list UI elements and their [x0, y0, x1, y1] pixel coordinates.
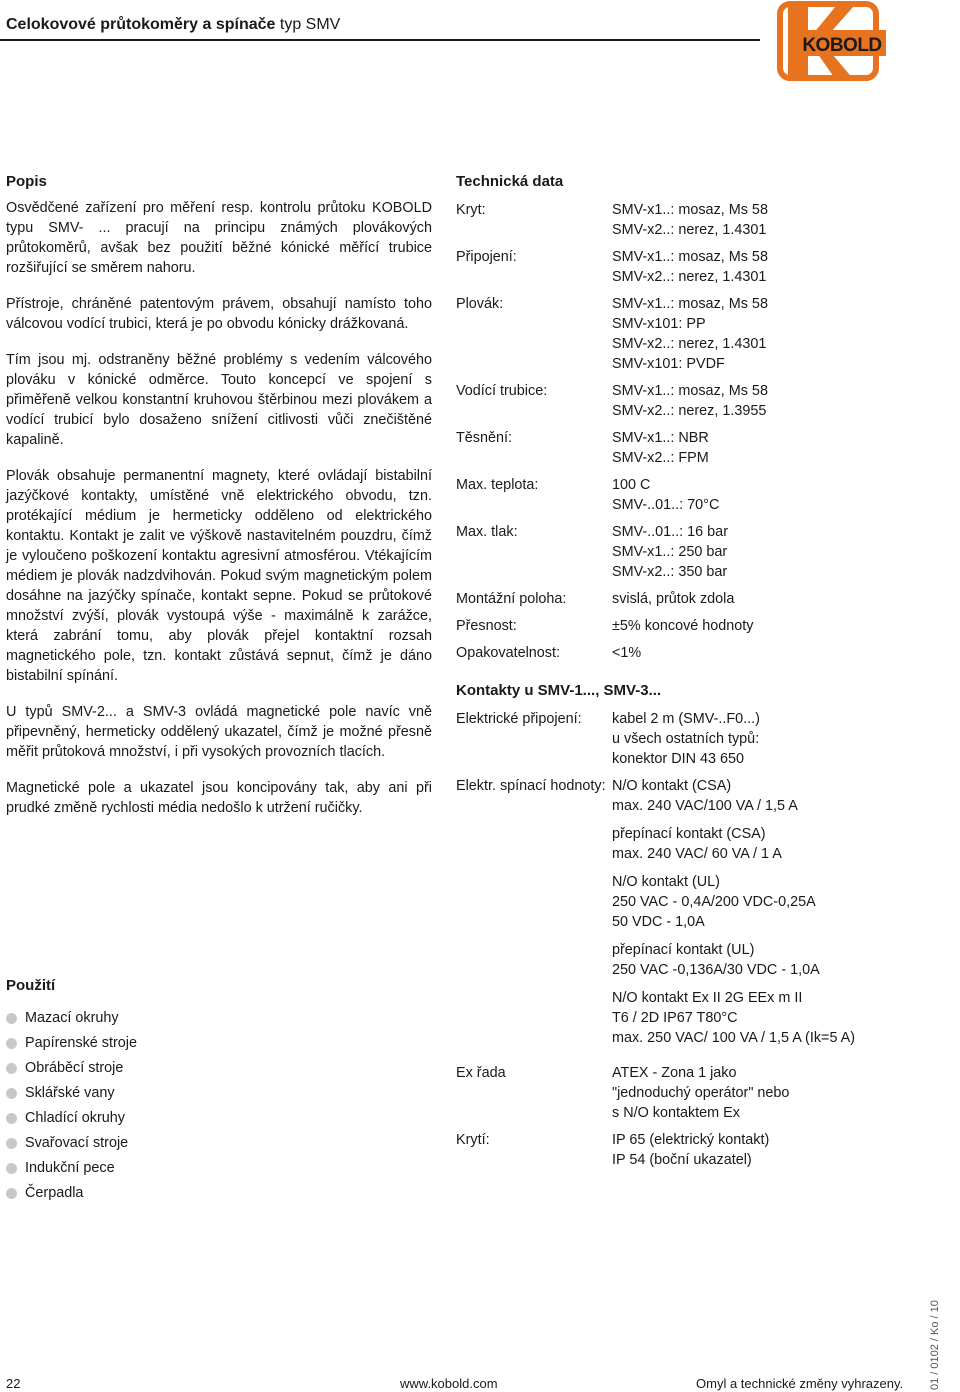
spec-value: u všech ostatních typů: [612, 731, 760, 747]
bullet-icon [6, 1163, 17, 1174]
spec-value: svislá, průtok zdola [612, 591, 735, 607]
spec-values [612, 1063, 896, 1123]
spec-table [456, 200, 896, 663]
spec-value: N/O kontakt (UL) [612, 874, 720, 890]
spec-values [612, 1130, 896, 1170]
spec-label: Kryt: [456, 202, 486, 218]
popis-section [6, 172, 432, 834]
list-item [6, 1081, 306, 1106]
spec-value: SMV-..01..: 70°C [612, 497, 720, 513]
spec-value: IP 54 (boční ukazatel) [612, 1152, 752, 1168]
spec-value: SMV-x2..: nerez, 1.3955 [612, 403, 767, 419]
popis-paragraph: Osvědčené zařízení pro měření resp. kontrolu průtoku KOBOLD typu SMV- ... pracují na principu známých plovákových průtokoměrů, avšak bez použití běžné kónické měřící trubice rozšiřující se směrem nahoru. [6, 200, 432, 276]
spec-value: max. 250 VAC/ 100 VA / 1,5 A (Ik=5 A) [612, 1030, 856, 1046]
spec-row [456, 709, 896, 769]
spec-label: Ex řada [456, 1065, 506, 1081]
footer-disclaimer: Omyl a technické změny vyhrazeny. [696, 1376, 904, 1391]
spec-value: SMV-x2..: nerez, 1.4301 [612, 336, 767, 352]
spec-value: SMV-x1..: mosaz, Ms 58 [612, 383, 768, 399]
spec-label: Opakovatelnost: [456, 645, 560, 661]
header-rule [0, 39, 760, 41]
spec-row [456, 1063, 896, 1123]
switching-value-group [612, 824, 896, 864]
spec-row [456, 776, 896, 1056]
list-item-label: Chladící okruhy [25, 1110, 125, 1126]
spec-row [456, 475, 896, 515]
spec-value: SMV-x101: PP [612, 316, 706, 332]
spec-label: Přesnost: [456, 618, 517, 634]
spec-value: SMV-x1..: 250 bar [612, 544, 728, 560]
switching-value-group [612, 988, 896, 1048]
spec-values [612, 381, 896, 421]
header-title-rest: typ SMV [275, 16, 341, 33]
spec-value: SMV-x1..: mosaz, Ms 58 [612, 202, 768, 218]
svg-text:KOBOLD: KOBOLD [802, 35, 882, 56]
spec-values [612, 200, 896, 240]
spec-label: Těsnění: [456, 430, 512, 446]
page-header-title [6, 14, 340, 36]
pouziti-list [6, 1006, 306, 1206]
spec-value: ±5% koncové hodnoty [612, 618, 754, 634]
page-number: 22 [6, 1376, 21, 1391]
popis-paragraph: Přístroje, chráněné patentovým právem, obsahují namísto toho válcovou vodící trubici, která je po obvodu kónicky drážkovaná. [6, 296, 432, 332]
spec-values [612, 475, 896, 515]
spec-value: SMV-x2..: 350 bar [612, 564, 728, 580]
popis-heading: Popis [6, 173, 47, 190]
list-item-label: Mazací okruhy [25, 1010, 119, 1026]
spec-label: Elektrické připojení: [456, 711, 582, 727]
spec-label: Vodící trubice: [456, 383, 548, 399]
spec-value: <1% [612, 645, 642, 661]
spec-values [612, 522, 896, 582]
spec-label: Max. teplota: [456, 477, 539, 493]
spec-value: kabel 2 m (SMV-..F0...) [612, 711, 760, 727]
switching-value-group [612, 940, 896, 980]
spec-values [612, 643, 896, 663]
header-title-bold: Celokovové průtokoměry a spínače [6, 16, 276, 33]
technicka-section [456, 172, 896, 1177]
spec-value: N/O kontakt Ex II 2G EEx m II [612, 990, 803, 1006]
bullet-icon [6, 1038, 17, 1049]
popis-paragraph: Magnetické pole a ukazatel jsou koncipovány tak, aby ani při prudké změně rychlosti média nedošlo k utržení ručičky. [6, 780, 432, 816]
spec-values [612, 428, 896, 468]
spec-row [456, 247, 896, 287]
bullet-icon [6, 1188, 17, 1199]
spec-value: SMV-x2..: FPM [612, 450, 709, 466]
list-item-label: Indukční pece [25, 1160, 115, 1176]
spec-value: přepínací kontakt (CSA) [612, 826, 766, 842]
kontakty-section [456, 681, 896, 1170]
popis-paragraph: Plovák obsahuje permanentní magnety, které ovládají bistabilní jazýčkové kontakty, umístěné vně elektrického obvodu, tzn. protékající médium je hermeticky odděleno od elektrického kontaktu. Kontakt je zalit ve výškově nastavitelném pouzdru, čímž je vyloučeno poškození kontaktu agresivní atmosférou. Vtékajícím médiem je plovák nadzdvihován. Pokud svým magnetickým polem dosáhne na jazýčky spínače, kontakt sepne. Pokud se průtokové množství zvýší, plovák vystoupá výše - maximálně k zarážce, která zabrání tomu, aby plovák přejel kontaktní rozsah magnetického pole, tzn. kontakt zůstává sepnut, čímž je dáno bistabilní spínání. [6, 468, 432, 684]
list-item [6, 1106, 306, 1131]
list-item [6, 1006, 306, 1031]
spec-value: 50 VDC - 1,0A [612, 914, 705, 930]
bullet-icon [6, 1138, 17, 1149]
spec-values [612, 294, 896, 374]
document-code: 01 / 0102 / Ko / 10 [929, 1300, 941, 1390]
spec-values [612, 589, 896, 609]
spec-value: přepínací kontakt (UL) [612, 942, 755, 958]
spec-value: T6 / 2D IP67 T80°C [612, 1010, 738, 1026]
spec-value: SMV-x2..: nerez, 1.4301 [612, 269, 767, 285]
spec-value: max. 240 VAC/100 VA / 1,5 A [612, 798, 798, 814]
spec-row [456, 1130, 896, 1170]
bullet-icon [6, 1063, 17, 1074]
list-item [6, 1131, 306, 1156]
spec-value: s N/O kontaktem Ex [612, 1105, 740, 1121]
kobold-logo [762, 0, 894, 82]
spec-label: Plovák: [456, 296, 504, 312]
spec-row [456, 381, 896, 421]
spec-row [456, 522, 896, 582]
spec-value: "jednoduchý operátor" nebo [612, 1085, 790, 1101]
footer-website-link[interactable]: www.kobold.com [400, 1376, 498, 1391]
spec-value: SMV-..01..: 16 bar [612, 524, 728, 540]
list-item-label: Svařovací stroje [25, 1135, 129, 1151]
spec-row [456, 294, 896, 374]
spec-value: 250 VAC -0,136A/30 VDC - 1,0A [612, 962, 820, 978]
spec-values [612, 616, 896, 636]
spec-value: N/O kontakt (CSA) [612, 778, 732, 794]
spec-value: SMV-x1..: NBR [612, 430, 709, 446]
list-item [6, 1056, 306, 1081]
spec-value: 100 C [612, 477, 651, 493]
pouziti-heading: Použití [6, 977, 56, 994]
list-item-label: Sklářské vany [25, 1085, 115, 1101]
bullet-icon [6, 1088, 17, 1099]
spec-value: SMV-x1..: mosaz, Ms 58 [612, 249, 768, 265]
spec-values [612, 776, 896, 1056]
spec-label: Max. tlak: [456, 524, 518, 540]
popis-paragraph: U typů SMV-2... a SMV-3 ovládá magnetické pole navíc vně připevněný, hermeticky oddělený ukazatel, čímž je možné přesně měřit průtoková množství, i při vysokých provozních tlacích. [6, 704, 432, 760]
kontakty-heading: Kontakty u SMV-1..., SMV-3... [456, 682, 662, 699]
spec-value: 250 VAC - 0,4A/200 VDC-0,25A [612, 894, 816, 910]
spec-label: Montážní poloha: [456, 591, 567, 607]
switching-value-group [612, 776, 896, 816]
bullet-icon [6, 1013, 17, 1024]
spec-row [456, 200, 896, 240]
spec-values [612, 709, 896, 769]
spec-label: Elektr. spínací hodnoty: [456, 778, 606, 794]
list-item [6, 1156, 306, 1181]
list-item-label: Čerpadla [25, 1185, 84, 1201]
list-item-label: Obráběcí stroje [25, 1060, 124, 1076]
spec-row [456, 643, 896, 663]
spec-value: max. 240 VAC/ 60 VA / 1 A [612, 846, 782, 862]
spec-value: ATEX - Zona 1 jako [612, 1065, 737, 1081]
pouziti-section [6, 976, 306, 1206]
spec-row [456, 589, 896, 609]
spec-row [456, 616, 896, 636]
list-item [6, 1181, 306, 1206]
spec-row [456, 428, 896, 468]
list-item-label: Papírenské stroje [25, 1035, 137, 1051]
spec-value: SMV-x101: PVDF [612, 356, 725, 372]
spec-label: Krytí: [456, 1132, 490, 1148]
spec-label: Připojení: [456, 249, 517, 265]
technicka-heading: Technická data [456, 173, 564, 190]
switching-value-group [612, 872, 896, 932]
spec-values [612, 247, 896, 287]
popis-paragraph: Tím jsou mj. odstraněny běžné problémy s vedením válcového plováku v kónické odměrce. Touto koncepcí ve spojení s přiměřeně velkou konstantní kruhovou štěrbinou mezi plovákem a vodící trubicí bylo dosaženo snížení citlivosti vůči znečištěné kapalině. [6, 352, 432, 448]
spec-value: SMV-x2..: nerez, 1.4301 [612, 222, 767, 238]
spec-value: SMV-x1..: mosaz, Ms 58 [612, 296, 768, 312]
spec-value: konektor DIN 43 650 [612, 751, 744, 767]
bullet-icon [6, 1113, 17, 1124]
list-item [6, 1031, 306, 1056]
spec-value: IP 65 (elektrický kontakt) [612, 1132, 770, 1148]
